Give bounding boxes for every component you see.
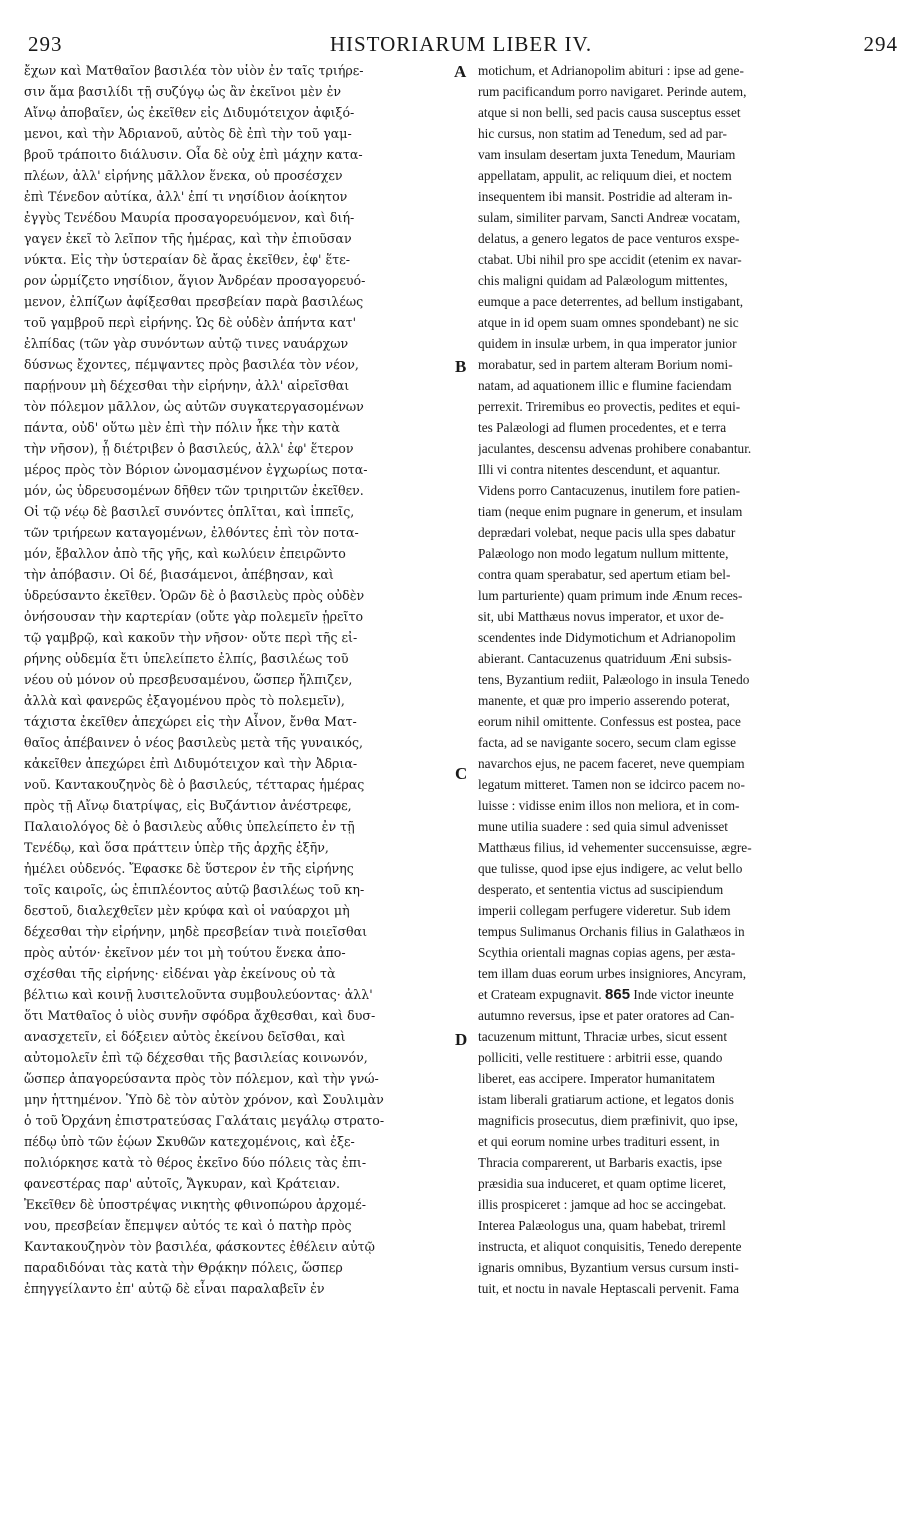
greek-text-line: Αἴνῳ ἀποβαῖεν, ὡς ἐκεῖθεν εἰς Διδυμότειχον ἀφιξό- (24, 105, 355, 120)
greek-text-line: πρὸς τῇ Αἴνῳ διατρίψας, εἰς Βυζάντιον ἀνέστρεφε, (24, 798, 352, 813)
section-marker-c: C (455, 764, 468, 783)
greek-text-line: βροῦ τράποιτο διάλυσιν. Οἷα δὲ οὐχ ἐπὶ μάχην κατα- (24, 147, 363, 162)
latin-text-line-with-page-ref (478, 984, 898, 1005)
greek-text-line: ἠμέλει οὐδενός. Ἔφασκε δὲ ὕστερον ἐν τῆς εἰρήνης (24, 861, 354, 876)
greek-text-line: πολιόρκησε κατὰ τὸ θέρος ἐκεῖνο δύο πόλεις τὰς ἐπι- (24, 1155, 367, 1170)
latin-text-line: illis prospiceret : jamque ad hoc se accingebat. (478, 1197, 727, 1212)
greek-text-line: τοῦ γαμβροῦ περὶ εἰρήνης. Ὡς δὲ οὐδὲν ἀπήντα κατ' (24, 315, 357, 330)
greek-text-line: θαῖος ἀπέβαινεν ὁ νέος βασιλεὺς μετὰ τῆς γυναικός, (24, 735, 364, 750)
latin-text-line: perrexit. Triremibus eo provectis, pedites et equi- (478, 399, 741, 414)
latin-text-line: mune utilia suadere : sed quia simul advenisset (478, 819, 728, 834)
latin-text-line: istam liberali gratiarum actione, et legatos donis (478, 1092, 734, 1107)
latin-text-line: ignaris omnibus, Byzantium versus cursum insti- (478, 1260, 739, 1275)
greek-text-line: ανασχετεῖν, εἰ δόξειεν αὐτὸς ἐκείνου δεῖσθαι, καὶ (24, 1029, 346, 1044)
greek-text-line: ἐγγὺς Τενέδου Μαυρία προσαγορευόμενον, καὶ διή- (24, 210, 355, 225)
greek-text-line: νύκτα. Εἰς τὴν ὑστεραίαν δὲ ἄρας ἐκεῖθεν, ἐφ' ἕτε- (24, 252, 350, 267)
greek-text-line: τὸν πόλεμον μᾶλλον, ὡς αὐτῶν συγκατεργασομένων (24, 399, 364, 414)
page-number-right: 294 (863, 32, 898, 56)
latin-text-line: atque si non belli, sed pacis causa susceptus esset (478, 105, 741, 120)
latin-text-line: Thracia comparerent, ut Barbaris exactis, ipse (478, 1155, 723, 1170)
page-number-left: 293 (28, 32, 63, 56)
greek-text-column (24, 60, 446, 1299)
latin-text-line: lum parturiente) quam primum inde Ænum reces- (478, 588, 743, 603)
greek-text-line: ὑδρεύσαντο ἐκεῖθεν. Ὁρῶν δὲ ὁ βασιλεὺς πρὸς οὐδὲν (24, 588, 365, 603)
latin-text-line: et qui eorum nomine urbes tradituri essent, in (478, 1134, 720, 1149)
section-marker-b: B (455, 357, 467, 376)
greek-text-line: ὁ τοῦ Ὀρχάνη ἐπιστρατεύσας Γαλάταις μεγάλῳ στρατο- (24, 1113, 385, 1128)
latin-text-line: tens, Byzantium rediit, Palæologo in insula Tenedo (478, 672, 750, 687)
greek-text-line: νοῦ. Καντακουζηνὸς δὲ ὁ βασιλεύς, τέτταρας ἡμέρας (24, 777, 365, 792)
greek-text-line: ἔχων καὶ Ματθαῖον βασιλέα τὸν υἱὸν ἐν ταῖς τριήρε- (24, 63, 364, 78)
greek-text-line: τῷ γαμβρῷ, καὶ κακοῦν τὴν νῆσον· οὔτε περὶ τῆς εἰ- (24, 630, 358, 645)
greek-text-line: μόν, ἔβαλλον ἀπὸ τῆς γῆς, καὶ κωλύειν ἐπειρῶντο (24, 546, 346, 561)
latin-text-line: chis maligni quidam ad Palæologum mittentes, (478, 273, 728, 288)
latin-text-line: polliciti, velle restituere : arbitrii esse, quando (478, 1050, 723, 1065)
greek-text-line: Ἐκεῖθεν δὲ ὑποστρέψας νικητὴς φθινοπώρου ἀρχομέ- (24, 1197, 367, 1212)
latin-text-line: imperii collegam perfugere videretur. Sub idem (478, 903, 731, 918)
greek-text-line: Παλαιολόγος δὲ ὁ βασιλεὺς αὖθις ὑπελείπετο ἐν τῇ (24, 819, 355, 834)
latin-text-line: Interea Palæologus una, quam habebat, trireml (478, 1218, 726, 1233)
latin-text-line: eorum nihil omittente. Confessus est postea, pace (478, 714, 741, 729)
greek-text-line: τάχιστα ἐκεῖθεν ἀπεχώρει εἰς τὴν Αἶνον, ἔνθα Ματ- (24, 714, 357, 729)
greek-text-line: δεστοῦ, διαλεχθεῖεν μὲν κρύφα καὶ οἱ ναύαρχοι μὴ (24, 903, 350, 918)
latin-text-line: insequentem ibi mansit. Postridie ad alteram in- (478, 189, 733, 204)
greek-text-line: τῶν τριήρεων καταγομένων, ἐλθόντες ἐπὶ τὸν ποτα- (24, 525, 359, 540)
latin-text-line: ctabat. Ubi nihil pro spe accidit (etenim ex navar- (478, 252, 742, 267)
latin-text-line: desperato, et sententia victus ad suscipiendum (478, 882, 724, 897)
latin-text-column (478, 60, 898, 1299)
greek-text-line: ὅτι Ματθαῖος ὁ υἱὸς συνῆν σφόδρα ἄχθεσθαι, καὶ δυσ- (24, 1008, 376, 1023)
greek-text-line: κἀκεῖθεν ἀπεχώρει ἐπὶ Διδυμότειχον καὶ τὴν Ἀδρια- (24, 756, 358, 771)
latin-text-line: Palæologo non modo legatum nullum mittente, (478, 546, 729, 561)
greek-text-line: μενον, ἐλπίζων ἀφίξεσθαι πρεσβείαν παρὰ βασιλέως (24, 294, 364, 309)
greek-text-line: τὴν ἀπόβασιν. Οἱ δέ, βιασάμενοι, ἀπέβησαν, καὶ (24, 567, 334, 582)
greek-text-line: μέρος πρὸς τὸν Βόριον ὠνομασμένον ἐγχωρίως ποτα- (24, 462, 368, 477)
greek-text-line: ρον ὡρμίζετο νησίδιον, ἅγιον Ἀνδρέαν προσαγορευό- (24, 273, 366, 288)
latin-text-line: que tulisse, quod ipse ejus indigere, ac velut bello (478, 861, 743, 876)
latin-text-line: instructa, et aliquot conquisitis, Tenedo derepente (478, 1239, 742, 1254)
latin-text-line: magnificis prosecutus, diem præfinivit, quo ipse, (478, 1113, 738, 1128)
latin-text-line: manente, et quæ pro imperio asserendo poterat, (478, 693, 730, 708)
latin-text-line: tempus Sulimanus Orchanis filius in Galathæos in (478, 924, 745, 939)
greek-text-line: Τενέδῳ, καὶ ὅσα πράττειν ὑπὲρ τῆς ἀρχῆς ἐξῆν, (24, 840, 329, 855)
greek-text-line: πρὸς αὐτόν· ἐκεῖνον μέν τοι μὴ τούτου ἕνεκα ἀπο- (24, 945, 346, 960)
greek-text-line: μην ἡττημένον. Ὑπὸ δὲ τὸν αὐτὸν χρόνον, καὶ Σουλιμὰν (24, 1092, 384, 1107)
latin-text-line: tacuzenum mittunt, Thraciæ urbes, sicut essent (478, 1029, 728, 1044)
section-marker-d: D (455, 1030, 468, 1049)
latin-text-line: præsidia sua induceret, et quam optime liceret, (478, 1176, 727, 1191)
latin-text-line: Videns porro Cantacuzenus, inutilem fore patien- (478, 483, 741, 498)
greek-text-line: νου, πρεσβείαν ἔπεμψεν αὐτός τε καὶ ὁ πατὴρ πρὸς (24, 1218, 352, 1233)
latin-text-line: autumno reversus, ipse et pater oratores ad Can- (478, 1008, 735, 1023)
latin-text-line: tuit, et noctu in navale Heptascali pervenit. Fama (478, 1281, 740, 1296)
latin-text-line: Scythia orientali magnas copias agens, per æsta- (478, 945, 736, 960)
greek-text-line: νέου οὐ μόνον οὐ πρεσβευσαμένου, ὥσπερ ἤλπιζεν, (24, 672, 353, 687)
latin-text-fragment: Inde victor ineunte (630, 987, 734, 1002)
latin-text-line: hic cursus, non statim ad Tenedum, sed ad par- (478, 126, 727, 141)
greek-text-line: ὥσπερ ἀπαγορεύσαντα πρὸς τὸν πόλεμον, καὶ τὴν γνώ- (24, 1071, 379, 1086)
greek-text-line: σχέσθαι τῆς εἰρήνης· εἰδέναι γὰρ ἐκείνους οὐ τὰ (24, 966, 336, 981)
greek-text-line: Οἱ τῷ νέῳ δὲ βασιλεῖ συνόντες ὁπλῖται, καὶ ἱππεῖς, (24, 504, 355, 519)
greek-text-line: βέλτιω καὶ κοινῇ λυσιτελοῦντα συμβουλεύοντας· ἀλλ' (24, 987, 373, 1002)
running-header (20, 32, 902, 58)
greek-text-line: μόν, ὡς ὑδρευσομένων δῆθεν τῶν τριηριτῶν ἐκεῖθεν. (24, 483, 364, 498)
latin-text-line: liberet, eas accipere. Imperator humanitatem (478, 1071, 716, 1086)
greek-text-line: πλέων, ἀλλ' εἰρήνης μᾶλλον ἕνεκα, οὐ προσέσχεν (24, 168, 343, 183)
greek-text-line: ἐπὶ Τένεδον αὐτίκα, ἀλλ' ἐπί τι νησίδιον ἀοίκητον (24, 189, 348, 204)
latin-text-line: atque in id opem suam omnes spondebant) ne sic (478, 315, 739, 330)
greek-text-line: ἀλλὰ καὶ φανερῶς ἐξαγομένου πρὸς τὸ πολεμεῖν), (24, 693, 345, 708)
latin-text-line: luisse : vidisse enim illos non meliora, et in com- (478, 798, 740, 813)
greek-text-line: σιν ἅμα βασιλίδι τῇ συζύγῳ ὡς ἂν ἐκεῖνοι μὲν ἐν (24, 84, 341, 99)
latin-text-line: tes Palæologi ad flumen procedentes, et e terra (478, 420, 727, 435)
greek-text-line: πάντα, οὐδ' οὕτω μὲν ἐπὶ τὴν πόλιν ἧκε τὴν κατὰ (24, 420, 340, 435)
greek-text-line: παρῄνουν μὴ δέχεσθαι τὴν εἰρήνην, ἀλλ' αἱρεῖσθαι (24, 378, 350, 393)
latin-text-line: vam insulam desertam juxta Tenedum, Mauriam (478, 147, 736, 162)
latin-text-line: eumque a pace deterrentes, ad bellum instigabant, (478, 294, 744, 309)
latin-text-line: quidem in insulæ urbem, in qua imperator junior (478, 336, 737, 351)
latin-text-line: Illi vi contra nitentes descendunt, et aquantur. (478, 462, 721, 477)
greek-text-line: δέχεσθαι τὴν εἰρήνην, μηδὲ πρεσβείαν τινὰ ποιεῖσθαι (24, 924, 368, 939)
greek-text-line: τοῖς καιροῖς, ὡς ἐπιπλέοντος αὐτῷ βασιλέως τοῦ κη- (24, 882, 365, 897)
latin-text-line: abierant. Cantacuzenus quatriduum Æni subsis- (478, 651, 732, 666)
greek-text-line: πέδῳ ὑπὸ τῶν ἑῴων Σκυθῶν κατεχομένοις, καὶ ἐξε- (24, 1134, 355, 1149)
latin-text-line: jaculantes, descensu advenas prohibere conabantur. (478, 441, 752, 456)
latin-text-line: delatus, a genero legatos de pace venturos exspe- (478, 231, 740, 246)
latin-text-line: rum pacificandum porro navigaret. Perinde autem, (478, 84, 747, 99)
latin-text-line: natam, ad aquationem illic e flumine faciendam (478, 378, 732, 393)
greek-text-line: φανεστέρας παρ' αὐτοῖς, Ἄγκυραν, καὶ Κράτειαν. (24, 1176, 341, 1191)
greek-text-line: αὐτομολεῖν ἐπὶ τῷ δέχεσθαι τῆς βασιλείας κοινωνόν, (24, 1050, 368, 1065)
latin-text-line: sit, ubi Matthæus novus imperator, et uxor de- (478, 609, 724, 624)
latin-text-line: tem illam duas eorum urbes insigniores, Ancyram, (478, 966, 747, 981)
latin-text-fragment: et Crateam expugnavit. (478, 987, 606, 1002)
greek-text-line: παραδιδόναι τὰς κατὰ τὴν Θρᾴκην πόλεις, ὥσπερ (24, 1260, 343, 1275)
latin-text-line: sulam, similiter parvam, Sancti Andreæ vocatam, (478, 210, 741, 225)
latin-text-line: contra quam sperabatur, sed apertum etiam bel- (478, 567, 731, 582)
greek-text-line: τὴν νῆσον), ᾗ διέτριβεν ὁ βασιλεύς, ἀλλ' ἐφ' ἕτερον (24, 441, 354, 456)
greek-text-line: γαγεν ἐκεῖ τὸ λεῖπον τῆς ἡμέρας, καὶ τὴν ἐπιοῦσαν (24, 231, 352, 246)
running-title: HISTORIARUM LIBER IV. (329, 32, 593, 56)
original-page-reference: 865 (605, 986, 631, 1003)
latin-text-line: scendentes inde Didymotichum et Adrianopolim (478, 630, 736, 645)
greek-text-line: ἐλπίδας (τῶν γὰρ συνόντων αὐτῷ τινες ναυάρχων (24, 336, 349, 351)
greek-text-line: ὀνήσουσαν τὴν καρτερίαν (οὔτε γὰρ πολεμεῖν ᾑρεῖτο (24, 609, 364, 624)
latin-text-line: morabatur, sed in partem alteram Borium nomi- (478, 357, 733, 372)
greek-text-line: Καντακουζηνὸν τὸν βασιλέα, φάσκοντες ἐθέλειν αὐτῷ (24, 1239, 375, 1254)
latin-text-line: legatum mitteret. Tamen non se idcirco pacem no- (478, 777, 745, 792)
greek-text-line: μενοι, καὶ τὴν Ἀδριανοῦ, αὐτὸς δὲ ἐπὶ τὴν τοῦ γαμ- (24, 126, 352, 141)
greek-text-line: ρήνης οὐδεμία ἔτι ὑπελείπετο ἐλπίς, βασιλέως τοῦ (24, 651, 349, 666)
greek-text-line: ἐπηγγείλαντο ἐπ' αὐτῷ δὲ εἶναι παραλαβεῖν ἐν (24, 1281, 325, 1296)
section-marker-a: A (454, 62, 467, 81)
latin-text-line: deprædari volebat, neque pacis ulla spes dabatur (478, 525, 736, 540)
latin-text-line: facta, ad se navigante socero, secum clam egisse (478, 735, 737, 750)
latin-text-line: appellatam, appulit, ac reliquum diei, et noctem (478, 168, 732, 183)
latin-text-line: Matthæus filius, id vehementer succensuisse, ægre- (478, 840, 752, 855)
greek-text-line: δύσνως ἔχοντες, πέμψαντες πρὸς βασιλέα τὸν νέον, (24, 357, 359, 372)
latin-text-line: tiam (neque enim pugnare in generum, et insulam (478, 504, 743, 519)
latin-text-line: motichum, et Adrianopolim abituri : ipse ad gene- (478, 63, 744, 78)
latin-text-line: navarchos ejus, ne pacem faceret, neve quempiam (478, 756, 745, 771)
